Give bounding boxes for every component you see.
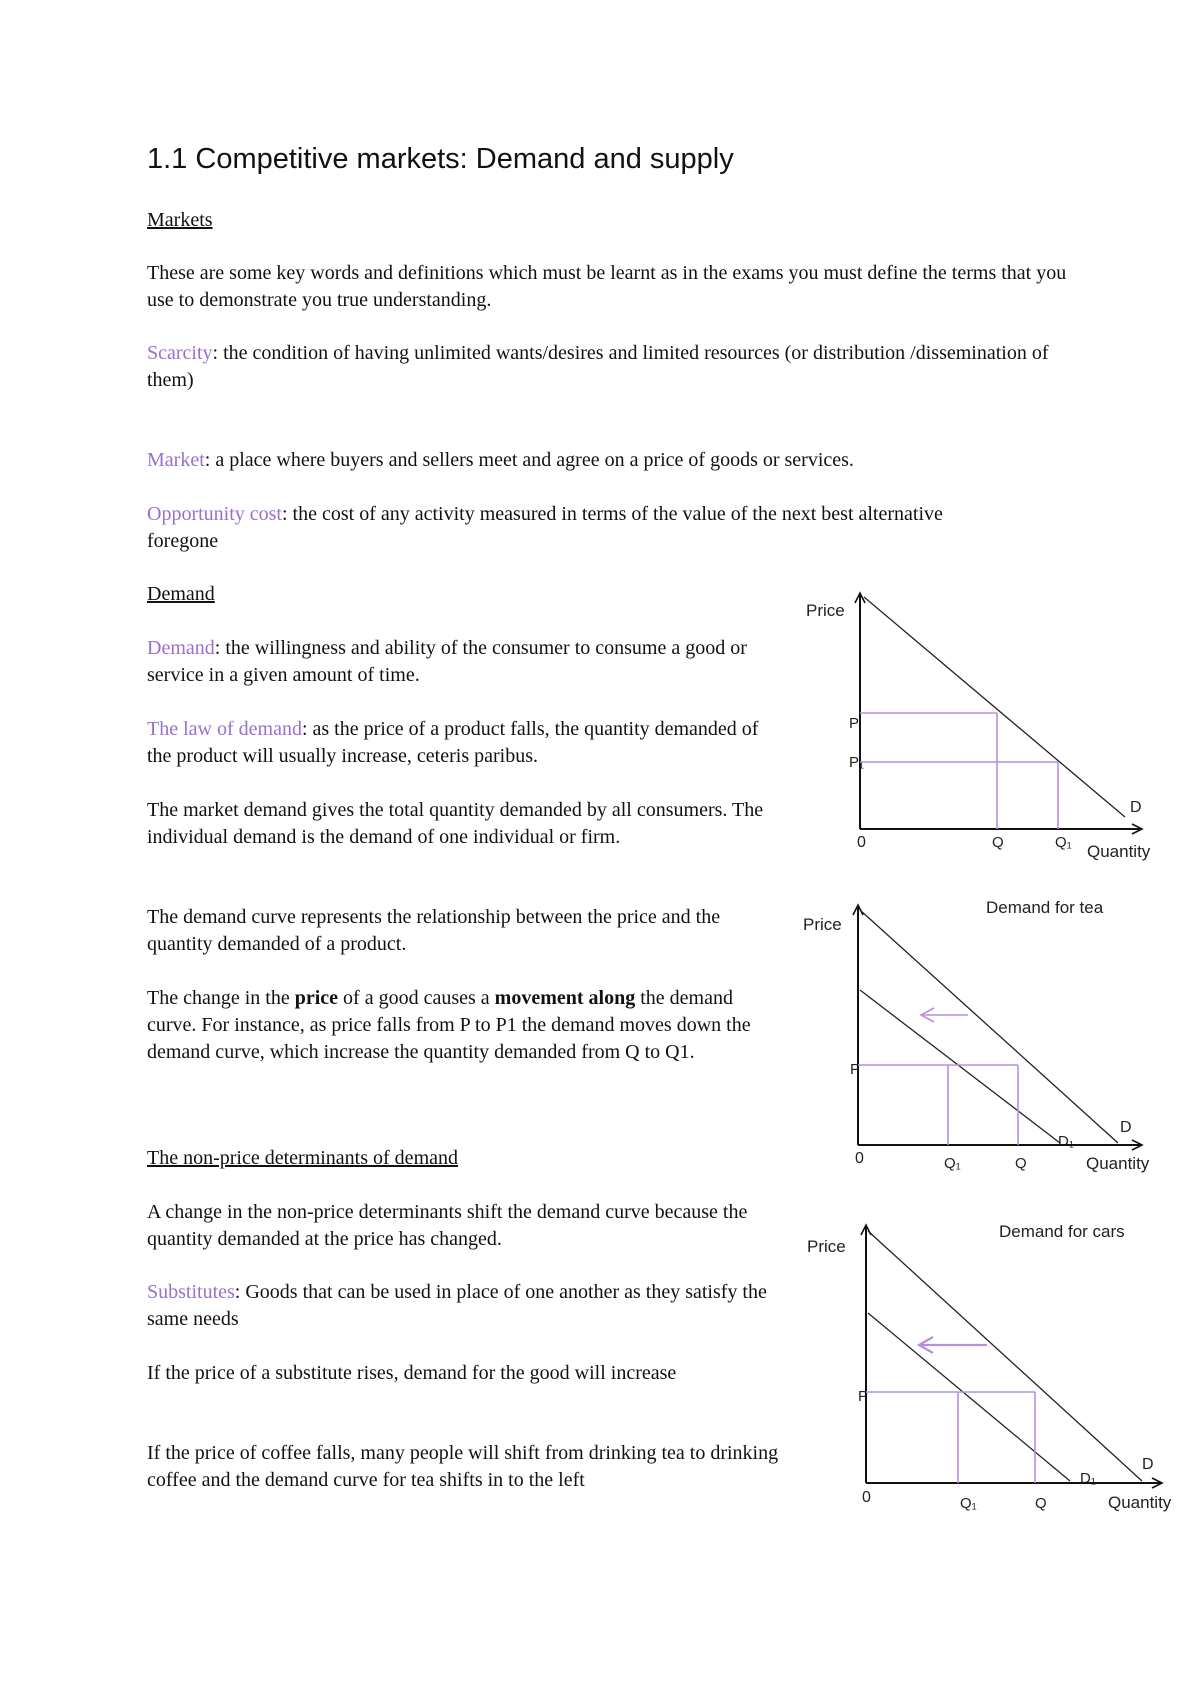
definition-text: : the cost of any activity measured in terms of the value of the next best alternative foregone xyxy=(147,503,943,552)
term-opportunity-cost: Opportunity cost xyxy=(147,503,282,525)
definition-text: : the willingness and ability of the consumer to consume a good or service in a given amount of time. xyxy=(147,637,747,686)
demand-curve-d xyxy=(868,1231,1142,1481)
term-market: Market xyxy=(147,449,205,471)
curve-label-d1: D₁ xyxy=(1058,1133,1074,1150)
curve-label-d: D xyxy=(1130,799,1142,816)
substitute-rule-text: If the price of a substitute rises, demand for the good will increase xyxy=(147,1362,677,1384)
origin-label: 0 xyxy=(855,1150,864,1167)
quantity-label-q1: Q₁ xyxy=(1055,834,1072,851)
quantity-label-q: Q xyxy=(992,834,1004,851)
origin-label: 0 xyxy=(857,834,866,851)
section-heading-demand: Demand xyxy=(147,583,215,605)
non-price-intro: A change in the non-price determinants shift the demand curve because the quantity demanded at the price has changed. xyxy=(147,1201,748,1250)
definition-text: : a place where buyers and sellers meet and agree on a price of goods or services. xyxy=(204,449,854,471)
term-scarcity: Scarcity xyxy=(147,342,213,364)
chart-title: Demand for tea xyxy=(986,898,1104,917)
demand-curve-d xyxy=(860,910,1118,1143)
definition-text: : the condition of having unlimited wants/desires and limited resources (or distribution /dissemination of them) xyxy=(147,342,1049,391)
curve-label-d1: D₁ xyxy=(1080,1470,1096,1487)
y-axis-label: Price xyxy=(807,1237,846,1256)
movement-along-text: The change in the price of a good causes a movement along the demand curve. For instance, as price falls from P to P1 the demand moves down the demand curve, which increase the quantity demanded from Q to Q1. xyxy=(147,987,751,1063)
section-heading-non-price: The non-price determinants of demand xyxy=(147,1147,458,1169)
y-axis-label: Price xyxy=(803,915,842,934)
definition-text: : as the price of a product falls, the quantity demanded of the product will usually increase, ceteris paribus. xyxy=(147,718,759,767)
definition-market xyxy=(147,447,1067,474)
demand-curve-d1 xyxy=(868,1313,1070,1481)
chart-plot-area xyxy=(855,593,1142,834)
term-demand: Demand xyxy=(147,637,215,659)
origin-label: 0 xyxy=(862,1489,871,1506)
definition-scarcity xyxy=(147,340,1067,394)
demand-curve-d1 xyxy=(860,990,1060,1143)
curve-label-d: D xyxy=(1120,1119,1132,1136)
definition-demand xyxy=(147,635,787,689)
price-label-p: P xyxy=(858,1388,869,1405)
price-label-p: P xyxy=(850,1061,861,1078)
markets-intro: These are some key words and definitions which must be learnt as in the exams you must define the terms that you use to demonstrate you true understanding. xyxy=(147,262,1067,311)
quantity-label-q: Q xyxy=(1035,1495,1047,1512)
section-heading-markets: Markets xyxy=(147,209,213,231)
chart-demand-for-cars xyxy=(790,1213,1190,1523)
definition-text: : Goods that can be used in place of one another as they satisfy the same needs xyxy=(147,1281,767,1330)
x-axis-label: Quantity xyxy=(1108,1493,1172,1512)
definition-substitutes xyxy=(147,1279,787,1333)
x-axis-label: Quantity xyxy=(1086,1154,1150,1173)
page-title: 1.1 Competitive markets: Demand and supply xyxy=(147,143,734,175)
chart-plot-area xyxy=(853,905,1142,1150)
coffee-example-text: If the price of coffee falls, many people will shift from drinking tea to drinking coffee and the demand curve for tea shifts in to the left xyxy=(147,1442,779,1491)
y-axis-label: Price xyxy=(806,601,845,620)
chart-movement-along xyxy=(790,585,1170,875)
quantity-label-q1: Q₁ xyxy=(960,1495,977,1512)
quantity-label-q1: Q₁ xyxy=(944,1155,961,1172)
definition-law-of-demand xyxy=(147,716,787,770)
bold-movement-along: movement along xyxy=(494,987,636,1009)
x-axis-label: Quantity xyxy=(1087,842,1151,861)
price-label-p1: P₁ xyxy=(849,754,865,771)
chart-title: Demand for cars xyxy=(999,1222,1125,1241)
price-label-p: P xyxy=(849,715,860,732)
definition-opportunity-cost xyxy=(147,501,987,555)
term-substitutes: Substitutes xyxy=(147,1281,235,1303)
demand-curve-text: The demand curve represents the relationship between the price and the quantity demanded of a product. xyxy=(147,906,721,955)
demand-curve-d xyxy=(864,597,1125,817)
term-law-of-demand: The law of demand xyxy=(147,718,302,740)
quantity-label-q: Q xyxy=(1015,1155,1027,1172)
chart-demand-for-tea xyxy=(790,895,1170,1185)
curve-label-d: D xyxy=(1142,1456,1154,1473)
chart-plot-area xyxy=(861,1225,1162,1488)
market-demand-text: The market demand gives the total quantity demanded by all consumers. The individual demand is the demand of one individual or firm. xyxy=(147,799,764,848)
bold-price: price xyxy=(294,987,339,1009)
